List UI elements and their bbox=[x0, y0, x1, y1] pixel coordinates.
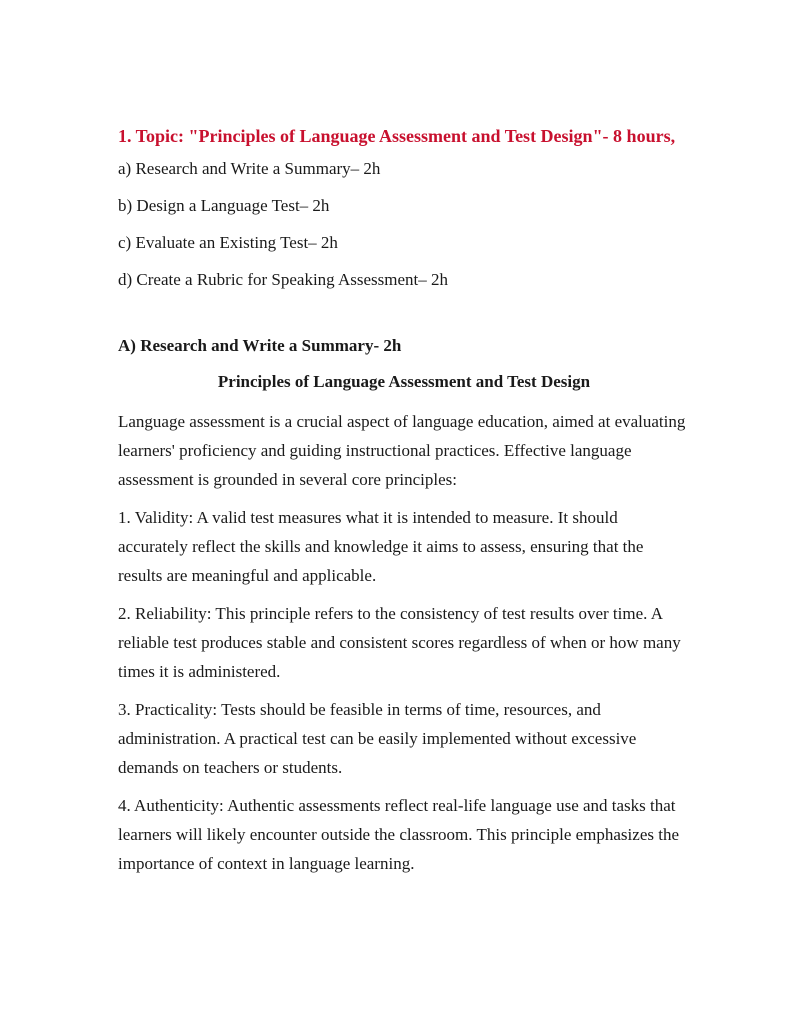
authenticity-paragraph: 4. Authenticity: Authentic assessments reflect real-life language use and tasks that learners will likely encounter outside the classroom. This principle emphasizes the importance of context in language learning. bbox=[118, 796, 679, 873]
summary-title: Principles of Language Assessment and Test Design bbox=[217, 372, 591, 391]
section-a-heading: A) Research and Write a Summary- 2h bbox=[118, 336, 402, 355]
reliability-paragraph: 2. Reliability: This principle refers to the consistency of test results over time. A reliable test produces stable and consistent scores regardless of when or how many times it is administered. bbox=[118, 604, 681, 681]
topic-title: 1. Topic: "Principles of Language Assessment and Test Design"- 8 hours, bbox=[118, 126, 676, 146]
task-item-a: a) Research and Write a Summary– 2h bbox=[118, 159, 381, 178]
practicality-paragraph: 3. Practicality: Tests should be feasible in terms of time, resources, and administration. A practical test can be easily implemented without excessive demands on teachers or students. bbox=[118, 700, 637, 777]
document-page bbox=[118, 125, 690, 887]
task-item-d: d) Create a Rubric for Speaking Assessment– 2h bbox=[118, 270, 449, 289]
validity-paragraph: 1. Validity: A valid test measures what it is intended to measure. It should accurately reflect the skills and knowledge it aims to assess, ensuring that the results are meaningful and applicable. bbox=[118, 508, 644, 585]
task-list bbox=[118, 158, 690, 291]
task-item-c: c) Evaluate an Existing Test– 2h bbox=[118, 233, 338, 252]
task-item-b: b) Design a Language Test– 2h bbox=[118, 196, 330, 215]
intro-paragraph: Language assessment is a crucial aspect of language education, aimed at evaluating learners' proficiency and guiding instructional practices. Effective language assessment is grounded in several core principles: bbox=[118, 412, 686, 489]
